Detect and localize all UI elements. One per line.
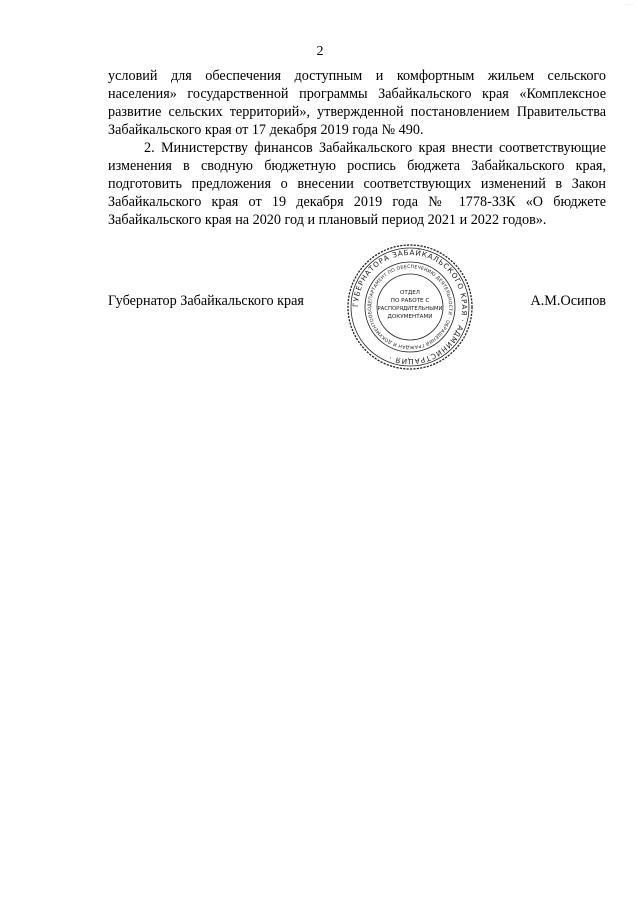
page-number: 2 (316, 44, 324, 59)
official-seal (345, 242, 475, 372)
seal-center-line-3: РАСПОРЯДИТЕЛЬНЫМИ (377, 306, 443, 312)
seal-graphic (345, 242, 475, 372)
signatory-name: А.М.Осипов (530, 293, 606, 309)
seal-outer-text-path: ГУБЕРНАТОРА ЗАБАЙКАЛЬСКОГО КРАЯ · АДМИНИСТРАЦИЯ · (350, 247, 470, 367)
paragraph-text: условий для обеспечения доступным и комфортным жильем сельского населения» государственной программы Забайкальского края «Комплексное развитие сельских территорий», утвержденной постановлением Правительства Забайкальского края от 17 декабря 2019 года № 490. (108, 68, 606, 138)
signatory-position: Губернатор Забайкальского края (108, 293, 304, 309)
paragraph-item-2 (108, 139, 606, 229)
seal-center-line-4: ДОКУМЕНТАМИ (387, 314, 433, 320)
seal-center-line-1: ОТДЕЛ (400, 290, 420, 296)
paragraph-text: 2. Министерству финансов Забайкальского края внести соответствующие изменения в сводную бюджетную роспись бюджета Забайкальского края, подготовить предложения о внесении соответствующих изменений в Закон Забайкальского края от 19 декабря 2019 года № 1778-ЗЗК «О бюджете Забайкальского края на 2020 год и плановый период 2021 и 2022 годов». (108, 140, 606, 228)
corner-mark: ... (625, 0, 634, 7)
paragraph-continuation (108, 67, 606, 139)
seal-center-line-2: ПО РАБОТЕ С (390, 298, 430, 304)
seal-inner-text-path: ДЕПАРТАМЕНТ ПО ОБЕСПЕЧЕНИЮ ДЕЯТЕЛЬНОСТИ · ОБРАЩЕНИЙ ГРАЖДАН И ДОКУМЕНТООБО (367, 264, 453, 350)
